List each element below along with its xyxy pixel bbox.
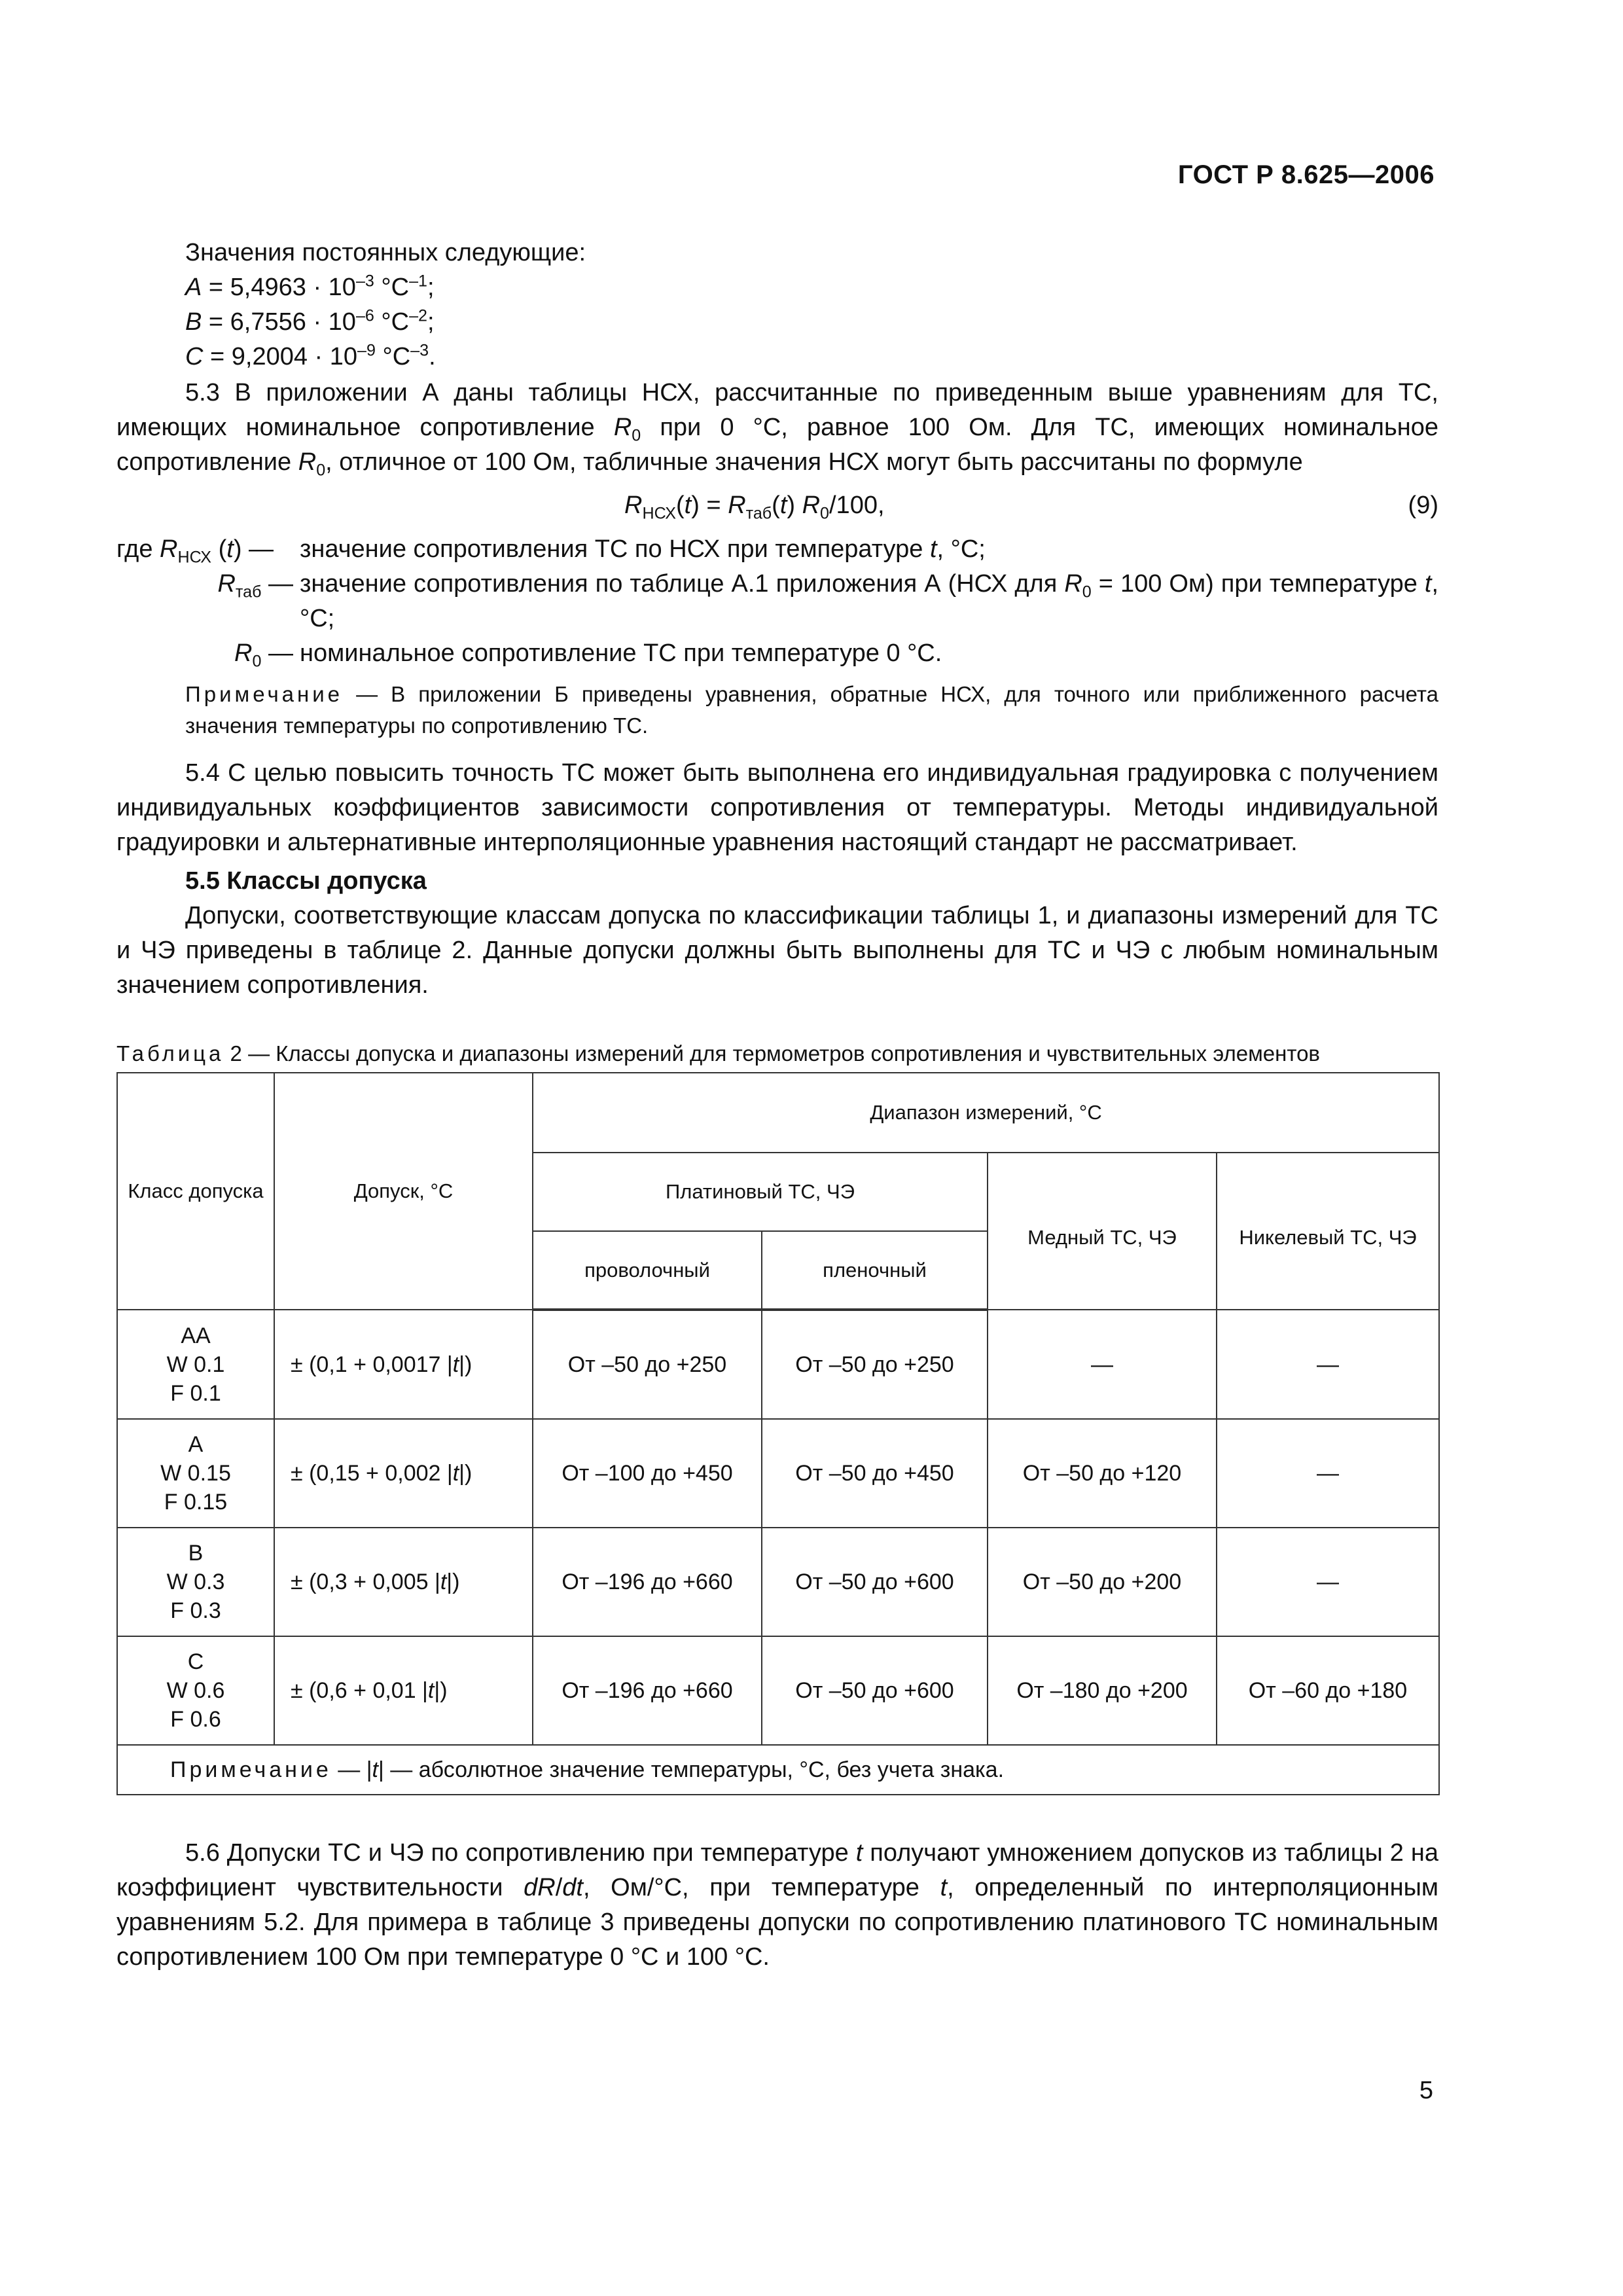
cell-film: От –50 до +250 (762, 1310, 988, 1419)
cell-nickel: — (1217, 1528, 1439, 1636)
table-2-note: Примечание — |t| — абсолютное значение температуры, °С, без учета знака. (117, 1745, 1439, 1795)
document-header: ГОСТ Р 8.625—2006 (1177, 160, 1435, 189)
header-tolerance: Допуск, °С (274, 1073, 533, 1310)
cell-tolerance: ± (0,15 + 0,002 |t|) (274, 1419, 533, 1528)
header-platinum: Платиновый ТС, ЧЭ (533, 1153, 988, 1231)
definition-symbol: $R_{таб}$ — (217, 570, 293, 601)
formula-9 (116, 488, 1438, 524)
definition-text: значение сопротивления по таблице А.1 приложения А (НСХ для $R_0 = 100$ Ом) при температуре t, °С; (300, 570, 1438, 632)
formula-expression: $R_{НСХ}(t) = R_{таб}(t)$ $R_0/100$, (624, 492, 885, 523)
cell-copper: От –180 до +200 (988, 1636, 1217, 1745)
header-film: пленочный (762, 1231, 988, 1310)
cell-nickel: — (1217, 1310, 1439, 1419)
header-wire: проволочный (533, 1231, 762, 1310)
header-class: Класс допуска (117, 1073, 274, 1310)
cell-wire: От –196 до +660 (533, 1636, 762, 1745)
table-row (117, 1636, 1439, 1745)
cell-tolerance: ± (0,1 + 0,0017 |t|) (274, 1310, 533, 1419)
constants-list (116, 270, 1438, 374)
cell-class: AA W 0.1 F 0.1 (117, 1310, 274, 1419)
cell-film: От –50 до +600 (762, 1528, 988, 1636)
cell-tolerance: ± (0,6 + 0,01 |t|) (274, 1636, 533, 1745)
definition-r0 (116, 636, 1438, 671)
cell-copper: От –50 до +120 (988, 1419, 1217, 1528)
definition-text: номинальное сопротивление ТС при температуре 0 °С. (300, 639, 942, 667)
paragraph-5-3: 5.3 В приложении А даны таблицы НСХ, рассчитанные по приведенным выше уравнениям для ТС, имеющих номинальное сопротивление $R_0$ при 0 °С, равное 100 Ом. Для ТС, имеющих номинальное сопротивление $R_0$, отличное от 100 Ом, табличные значения НСХ могут быть рассчитаны по формуле (116, 379, 1438, 480)
definition-symbol: $R_0$ — (234, 639, 293, 671)
cell-wire: От –100 до +450 (533, 1419, 762, 1528)
header-range: Диапазон измерений, °С (533, 1073, 1439, 1153)
constant-c: $C = 9,2004 \cdot 10^{-9}$ $^\circ С^{-3}$. (185, 341, 436, 370)
cell-copper: — (988, 1310, 1217, 1419)
table-caption-label: Таблица (116, 1041, 224, 1066)
cell-wire: От –50 до +250 (533, 1310, 762, 1419)
cell-tolerance: ± (0,3 + 0,005 |t|) (274, 1528, 533, 1636)
cell-wire: От –196 до +660 (533, 1528, 762, 1636)
cell-copper: От –50 до +200 (988, 1528, 1217, 1636)
table-row (117, 1419, 1439, 1528)
note-text: — В приложении Б приведены уравнения, обратные НСХ, для точного или приближенного расчета значения температуры по сопротивлению ТС. (185, 682, 1438, 738)
cell-class: B W 0.3 F 0.3 (117, 1528, 274, 1636)
cell-class: A W 0.15 F 0.15 (117, 1419, 274, 1528)
definition-rtab (116, 567, 1438, 636)
paragraph-5-4: 5.4 С целью повысить точность ТС может быть выполнена его индивидуальная градуировка с получением индивидуальных коэффициентов зависимости сопротивления от температуры. Методы индивидуальной градуировки и альтернативные интерполяционные уравнения настоящий стандарт не рассматривает. (116, 759, 1438, 856)
header-nickel: Никелевый ТС, ЧЭ (1217, 1153, 1439, 1310)
table-2-caption (116, 1041, 1438, 1067)
page-body (116, 236, 1438, 1975)
table-2 (116, 1072, 1440, 1795)
note-1 (116, 679, 1438, 742)
table-row (117, 1310, 1439, 1419)
cell-nickel: От –60 до +180 (1217, 1636, 1439, 1745)
definition-rnsx (116, 532, 1438, 567)
section-5-5-heading: 5.5 Классы допуска (185, 867, 427, 895)
constant-a: $A = 5,4963 \cdot 10^{-3}$ $^\circ С^{-1}$; (185, 272, 435, 301)
note-label: Примечание (185, 682, 344, 706)
paragraph-5-6: 5.6 Допуски ТС и ЧЭ по сопротивлению при температуре t получают умножением допусков из таблицы 2 на коэффициент чувствительности dR/dt, Ом/°С, при температуре t, определенный по интерполяционным уравнениям 5.2. Для примера в таблице 3 приведены допуски по сопротивлению платинового ТС номинальным сопротивлением 100 Ом при температуре 0 °С и 100 °С. (116, 1839, 1438, 1971)
table-caption-text: 2 — Классы допуска и диапазоны измерений для термометров сопротивления и чувствительных элементов (224, 1041, 1320, 1066)
cell-nickel: — (1217, 1419, 1439, 1528)
page-number: 5 (1419, 2077, 1433, 2104)
equation-number: (9) (1408, 492, 1438, 519)
header-copper: Медный ТС, ЧЭ (988, 1153, 1217, 1310)
table-row (117, 1528, 1439, 1636)
constants-intro: Значения постоянных следующие: (185, 239, 586, 266)
cell-film: От –50 до +600 (762, 1636, 988, 1745)
constant-b: $B = 6,7556 \cdot 10^{-6}$ $^\circ С^{-2}$; (185, 306, 435, 336)
cell-class: C W 0.6 F 0.6 (117, 1636, 274, 1745)
definition-symbol: где $R_{НСХ}$ (t) — (116, 535, 274, 567)
paragraph-5-5: Допуски, соответствующие классам допуска по классификации таблицы 1, и диапазоны измерений для ТС и ЧЭ приведены в таблице 2. Данные допуски должны быть выполнены для ТС и ЧЭ с любым номинальным значением сопротивления. (116, 902, 1438, 999)
definitions (116, 532, 1438, 671)
definition-text: значение сопротивления ТС по НСХ при температуре t, °С; (300, 535, 986, 563)
cell-film: От –50 до +450 (762, 1419, 988, 1528)
